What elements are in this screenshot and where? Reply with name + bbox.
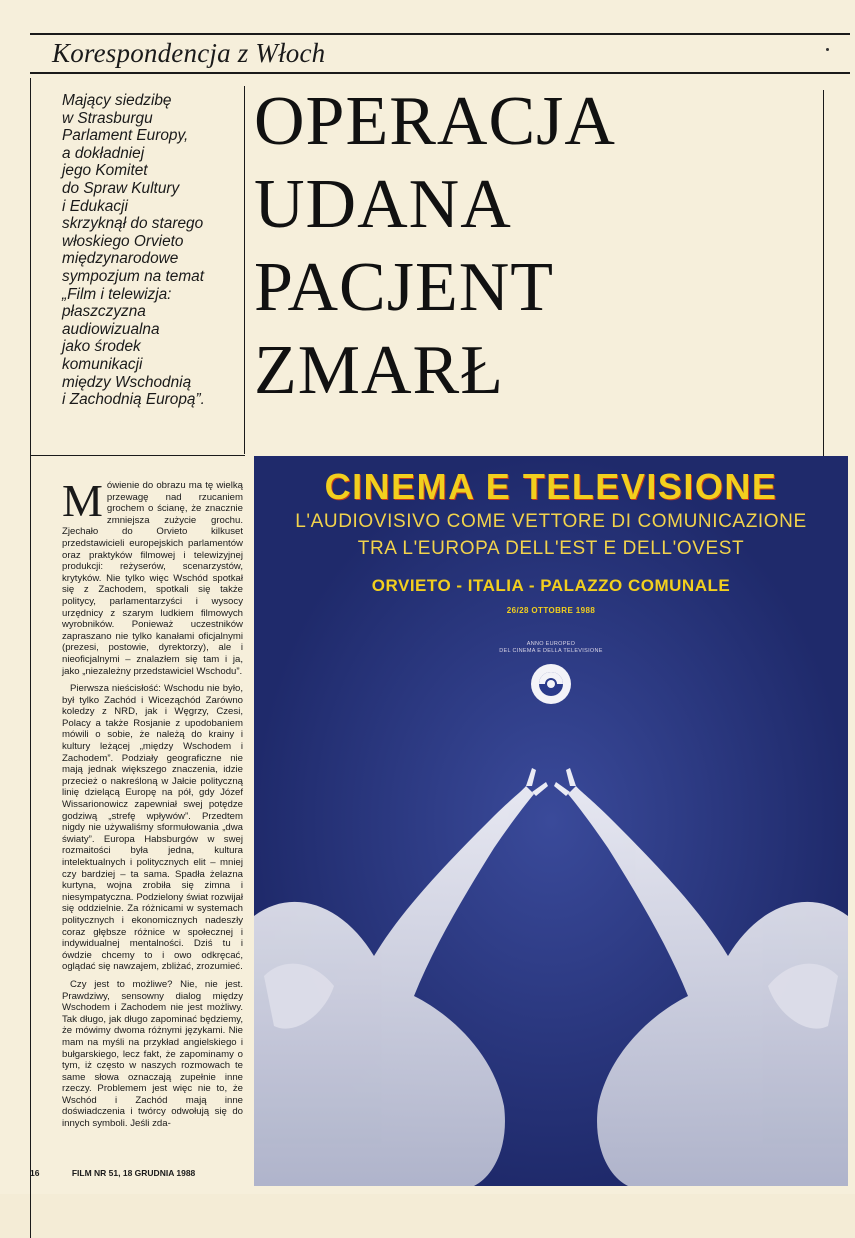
page-footer [30, 1168, 195, 1178]
festival-poster [254, 456, 848, 1186]
article-body [62, 475, 243, 1136]
headline-line: PACJENT [254, 249, 555, 326]
headline [254, 80, 616, 412]
paragraph-text: ówienie do obrazu ma tę wielką przewagę nad rzucaniem grochem o ścianę, że znacznie zmniejsza zużycie grochu. Zjechało do Orvieto kilkuset przedstawicieli europejskich parlamentów oraz praktyków filmowej i telewizyjnej produkcji: reżyserów, scenarzystów, krytyków. Nie tylko więc Wschód spotkał się z Zachodem, spotkali się także politycy, parlamentarzyści i wysocy urzędnicy z szarym ludkiem filmowych wyrobników. Ponieważ uczestników zapraszano nie tylko kanałami oficjalnymi (prezesi, postowie, dyrektorzy), ale i nieoficjalnymi – znalazłem się tam i ja, jako „niezależny przedstawiciel Wschodu”. [62, 480, 243, 677]
section-title: Korespondencja z Włoch [52, 38, 326, 68]
article-paragraph [62, 475, 243, 677]
lead-line: w Strasburgu [62, 109, 153, 127]
lead-line: włoskiego Orvieto [62, 232, 184, 250]
lead-line: płaszczyzna [62, 303, 146, 321]
lead-line: Parlament Europy, [62, 127, 189, 145]
drop-cap: M [62, 475, 103, 526]
poster-place: ORVIETO - ITALIA - PALAZZO COMUNALE [371, 576, 731, 595]
lead-line: i Edukacji [62, 197, 128, 215]
lead-line: sympozjum na temat [62, 267, 204, 285]
headline-line: ZMARŁ [254, 332, 504, 409]
top-rule [30, 33, 850, 35]
article-paragraph: Pierwsza nieścisłość: Wschodu nie było, był tylko Zachód i Wiceząchód Zarówno koledzy z NRD, jak i Węgrzy, Czesi, Polacy a także Rosjanie z upodobaniem mówili o sobie, że należą do krainy i kultury leżącej „między Wschodem i Zachodem”. Podziały geograficzne nie mają jednak większego znaczenia, idzie przecież o nakreśloną w Jałcie polityczną linię dzielącą Europę na pół, gdy Józef Wissarionowicz zapewniał swej potędze godziwą „strefę wpływów”. Przedtem nigdy nie używaliśmy sformułowania „dwa światy”. Europa Habsburgów w swej rozmaitości była jedna, kultura intelektualnych i politycznych elit – mniej czy bardziej – ta sama. Spadła żelazna kurtyna, wojna zrobiła się zimna i niesympatyczna. Podzielony świat rozwijał się oddzielnie. Za różnicami w systemach politycznych i ekonomicznych nadeszły coraz głębsze różnice w społecznej i indywidualnej mentalności. Dziś tu i ówdzie chcemy to i owo odkręcać, oglądać się nawzajem, zbliżać, zrozumieć. [62, 683, 243, 973]
poster-organizer [254, 641, 848, 655]
header-rule [30, 72, 850, 74]
lead-line: i Zachodnią Europą”. [62, 391, 205, 409]
lead-box-bottom [30, 455, 245, 456]
page-number: 16 [30, 1168, 40, 1178]
article-paragraph: Czy jest to możliwe? Nie, nie jest. Prawdziwy, sensowny dialog między Wschodem i Zachodem nie jest możliwy. Tak długo, jak długo zapominać będziemy, że mówimy dwoma różnymi językami. Nie mam na myśli na przykład angielskiego i bułgarskiego, lecz fakt, że zapominamy o tym, iż często w naszych rozmowach te same słowa oznaczają zupełnie inne rzeczy. Problemem jest więc nie to, że Wschód i Zachód mają inne doświadczenia i twórcy odwołują się do innych symboli. Jeśli zda- [62, 978, 243, 1130]
lead-text [62, 92, 242, 409]
lead-line: do Spraw Kultury [62, 179, 180, 197]
lead-line: „Film i telewizja: [62, 285, 172, 303]
lead-line: skrzyknął do starego [62, 215, 204, 233]
poster-organizer-line: DEL CINEMA E DELLA TELEVISIONE [499, 648, 603, 654]
festival-emblem [531, 664, 571, 704]
poster-subtitle-1: L'AUDIOVISIVO COME VETTORE DI COMUNICAZIONE [295, 511, 807, 532]
page-speck [826, 48, 829, 51]
poster-artwork [254, 456, 848, 1186]
poster-title: CINEMA E TELEVISIONE [324, 466, 778, 507]
lead-line: a dokładniej [62, 144, 145, 162]
headline-line: OPERACJA [254, 83, 616, 160]
issue-info: FILM NR 51, 18 GRUDNIA 1988 [71, 1168, 196, 1178]
lead-line: jako środek [62, 338, 141, 356]
headline-line: UDANA [254, 166, 512, 243]
poster-date: 26/28 OTTOBRE 1988 [506, 606, 596, 615]
lead-line: Mający siedzibę [62, 92, 172, 109]
lead-line: między Wschodnią [62, 373, 192, 391]
headline-box-right [823, 90, 824, 456]
lead-line: audiowizualna [62, 320, 160, 338]
poster-organizer-line: ANNO EUROPEO [526, 641, 576, 647]
lead-line: jego Komitet [62, 162, 148, 180]
lead-line: komunikacji [62, 355, 143, 373]
poster-subtitle-2: TRA L'EUROPA DELL'EST E DELL'OVEST [357, 538, 745, 559]
lead-box-right [244, 86, 245, 454]
lead-line: międzynarodowe [62, 250, 179, 268]
lead-box-left [30, 78, 31, 1238]
